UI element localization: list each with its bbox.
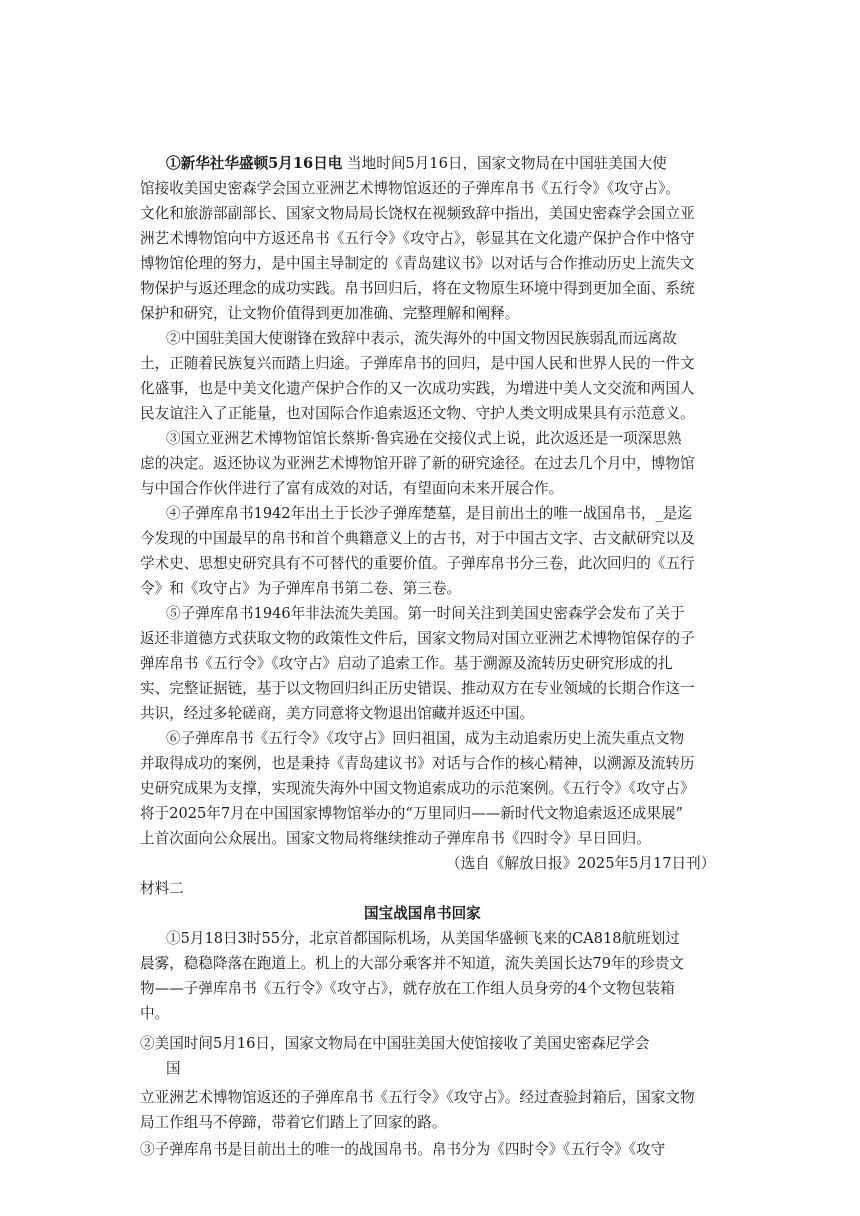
section-label: 材料二 [140, 880, 184, 897]
text-line: 保护和研究，让文物价值得到更加准确、完整理解和阐释。 [140, 305, 520, 322]
text-line: 洲艺术博物馆向中方返还帛书《五行令》《攻守占》，彰显其在文化遗产保护合作中恪守 [140, 230, 695, 247]
text-line: 化盛事，也是中美文化遗产保护合作的又一次成功实践，为增进中美人文交流和两国人 [140, 380, 695, 397]
text-line: 文化和旅游部副部长、国家文物局局长饶权在视频致辞中指出，美国史密森学会国立亚 [140, 205, 695, 222]
text-line: ②美国时间5月16日，国家文物局在中国驻美国大使馆接收了美国史密森尼学会 [140, 1035, 650, 1052]
text-line: 国 [166, 1060, 181, 1077]
text-line: ①5月18日3时55分，北京首都国际机场，从美国华盛顿飞来的CA818航班划过 [166, 930, 680, 947]
text-line: 物保护与返还理念的成功实践。帛书回归后，将在文物原生环境中得到更加全面、系统 [140, 280, 695, 297]
text-line: ③子弹库帛书是目前出土的唯一的战国帛书。帛书分为《四时令》《五行令》《攻守 [140, 1141, 666, 1158]
text-line: 虑的决定。返还协议为亚洲艺术博物馆开辟了新的研究途径。在过去几个月中，博物馆 [140, 455, 695, 472]
text-line: 中。 [140, 1005, 170, 1022]
text-line: 史研究成果为支撑，实现流失海外中国文物追索成功的示范案例。《五行令》《攻守占》 [140, 780, 695, 797]
text-line: 晨雾，稳稳降落在跑道上。机上的大部分乘客并不知道，流失美国长达79年的珍贵文 [140, 955, 684, 972]
text-line: 上首次面向公众展出。国家文物局将继续推动子弹库帛书《四时令》早日回归。 [140, 830, 651, 847]
para1-line1-text: 当地时间5月16日，国家文物局在中国驻美国大使 [342, 155, 667, 172]
text-line: 将于2025年7月在中国国家博物馆举办的“万里同归——新时代文物追索返还成果展” [140, 805, 683, 822]
text-line: 共识，经过多轮磋商，美方同意将文物退出馆藏并返还中国。 [140, 705, 535, 722]
para1-line1 [166, 153, 667, 175]
text-line: 与中国合作伙伴进行了富有成效的对话，有望面向未来开展合作。 [140, 480, 564, 497]
text-line: 土，正随着民族复兴而踏上归途。子弹库帛书的回归，是中国人民和世界人民的一件文 [140, 355, 695, 372]
text-line: 今发现的中国最早的帛书和首个典籍意义上的古书，对于中国古文字、古文献研究以及 [140, 530, 695, 547]
text-line: 博物馆伦理的努力，是中国主导制定的《青岛建议书》以对话与合作推动历史上流失文 [140, 255, 695, 272]
text-line: 实、完整证据链，基于以文物回归纠正历史错误、推动双方在专业领域的长期合作这一 [140, 680, 695, 697]
text-line: 弹库帛书《五行令》《攻守占》启动了追索工作。基于溯源及流转历史研究形成的扎 [140, 655, 673, 672]
source-citation: （选自《解放日报》2025年5月17日刊） [446, 855, 716, 872]
text-line: 立亚洲艺术博物馆返还的子弹库帛书《五行令》《攻守占》。经过查验封箱后，国家文物 [140, 1089, 695, 1106]
text-line: ③国立亚洲艺术博物馆馆长蔡斯·鲁宾逊在交接仪式上说，此次返还是一项深思熟 [166, 430, 682, 447]
text-line: 民友谊注入了正能量，也对国际合作追索返还文物、守护人类文明成果具有示范意义。 [140, 405, 695, 422]
text-line: ②中国驻美国大使谢锋在致辞中表示，流失海外的中国文物因民族弱乱而远离故 [166, 330, 677, 347]
text-line: 馆接收美国史密森学会国立亚洲艺术博物馆返还的子弹库帛书《五行令》《攻守占》。 [140, 180, 680, 197]
text-line: 学术史、思想史研究具有不可替代的重要价值。子弹库帛书分三卷，此次回归的《五行 [140, 555, 695, 572]
article-title: 国宝战国帛书回家 [364, 905, 481, 922]
text-line: ⑤子弹库帛书1946年非法流失美国。第一时间关注到美国史密森学会发布了关于 [166, 605, 685, 622]
text-line: 并取得成功的案例，也是秉持《青岛建议书》对话与合作的核心精神，以溯源及流转历 [140, 755, 695, 772]
text-line: 局工作组马不停蹄，带着它们踏上了回家的路。 [140, 1114, 447, 1131]
text-line: ⑥子弹库帛书《五行令》《攻守占》回归祖国，成为主动追索历史上流失重点文物 [166, 730, 685, 747]
dateline: ①新华社华盛顿5月16日电 [166, 155, 343, 172]
text-line: ④子弹库帛书1942年出土于长沙子弹库楚墓，是目前出土的唯一战国帛书，_是迄 [166, 505, 693, 522]
text-line: 物——子弹库帛书《五行令》《攻守占》，就存放在工作组人员身旁的4个文物包装箱 [140, 980, 675, 997]
text-line: 返还非道德方式获取文物的政策性文件后，国家文物局对国立亚洲艺术博物馆保存的子 [140, 630, 695, 647]
text-line: 令》和《攻守占》为子弹库帛书第二卷、第三卷。 [140, 580, 462, 597]
